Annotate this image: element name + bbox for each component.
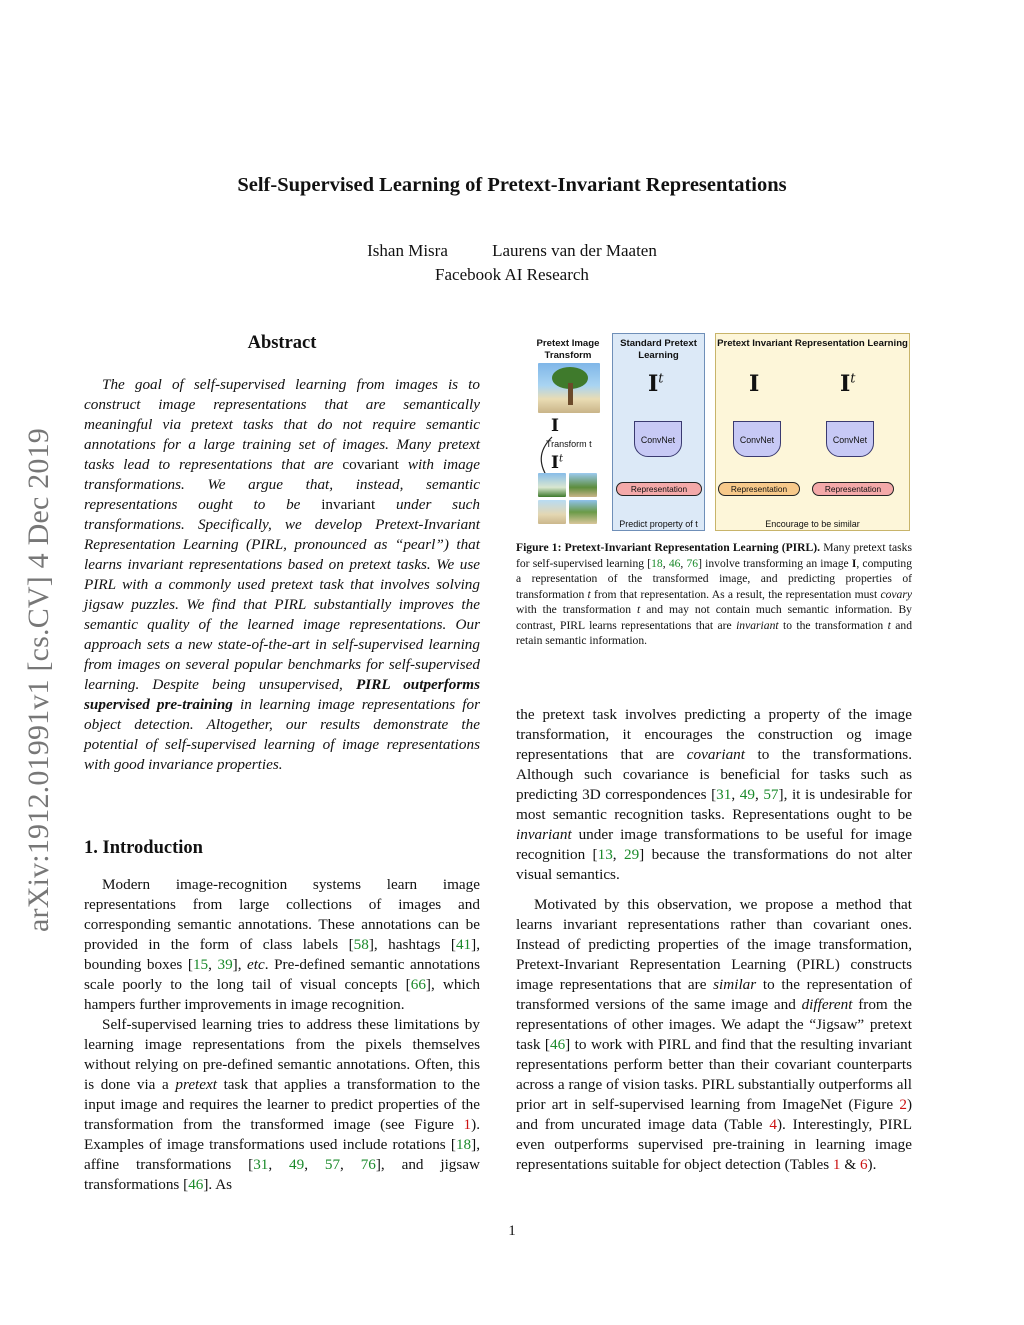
- jigsaw-tile: [569, 473, 597, 497]
- figure-1: [532, 333, 910, 533]
- section-heading-introduction: 1. Introduction: [84, 838, 203, 858]
- right-column: [516, 705, 912, 1175]
- convnet-inv-1: ConvNet: [733, 421, 781, 457]
- figure-ref-link[interactable]: 2: [899, 1096, 907, 1113]
- fig-std-It: $I^t$: [648, 371, 664, 397]
- citation-link[interactable]: 46: [188, 1176, 204, 1193]
- figure-1-caption: Figure 1: Pretext-Invariant Representation Learning (PIRL). Many pretext tasks for self-supervised learning [18, 46, 76] involve transforming an image I, computing a representation of the transformed image, and predicting properties of transformation t from that representation. As a result, the representation must covary with the transformation t and may not contain much semantic information. By contrast, PIRL learns representations that are invariant to the transformation t and retain semantic information.: [516, 541, 913, 647]
- abstract-covariant: covariant: [342, 456, 399, 473]
- author-1: Ishan Misra: [367, 241, 448, 260]
- fig-col2-title: Standard Pretext Learning: [620, 338, 697, 361]
- abstract-bold-claim: PIRL outperforms supervised pre-training: [84, 676, 480, 713]
- fig-col1-title: Pretext Image Transform: [536, 338, 600, 361]
- citation-link[interactable]: 31: [253, 1156, 269, 1173]
- authors: [0, 241, 1024, 261]
- abstract-heading: Abstract: [247, 333, 317, 353]
- right-paragraph-1: the pretext task involves predicting a property of the image transformation, it encourages the construction og image representations that are covariant to the transformations. Although such covariance is beneficial for tasks such as predicting 3D correspondences [31, 49, 57], it is undesirable for most semantic recognition tasks. Representations ought to be invariant under image transformations to be useful for image recognition [13, 29] because the transformations do not alter visual semantics.: [516, 706, 913, 883]
- citation-link[interactable]: 57: [324, 1156, 341, 1173]
- arxiv-identifier: arXiv:1912.01991v1 [cs.CV] 4 Dec 2019: [22, 428, 55, 932]
- author-2: Laurens van der Maaten: [492, 241, 657, 260]
- citation-link[interactable]: 49: [289, 1156, 305, 1173]
- predict-label: Predict property of t: [619, 519, 698, 529]
- transform-label: Transform t: [546, 439, 592, 449]
- citation-link[interactable]: 13: [597, 846, 613, 863]
- citation-link[interactable]: 18: [455, 1136, 472, 1153]
- table-ref-link[interactable]: 1: [832, 1156, 841, 1173]
- jigsaw-tile: [538, 500, 566, 524]
- fig-I-label: I: [551, 416, 559, 436]
- abstract-text: The goal of self-supervised learning from images is to construct image representations that are semantically meaningful via pretext tasks that do not require semantic annotations for a large training set of images. Many pretext tasks lead to representations that are covariant with image transformations. We argue that, instead, semantic representations ought to be invariant under such transformations. Specifically, we develop Pretext-Invariant Representation Learning (PIRL, pronounced as “pearl”) that learns invariant representations based on pretext tasks. We use PIRL with a commonly used pretext task that involves solving jigsaw puzzles. We find that PIRL substantially improves the semantic quality of the learned image representations. Our approach sets a new state-of-the-art in self-supervised learning from images on several popular benchmarks for self-supervised learning. Despite being unsupervised, PIRL outperforms supervised pre-training in learning image representations for object detection. Altogether, our results demonstrate the potential of self-supervised learning of image representations with good invariance properties.: [84, 376, 481, 773]
- table-ref-link[interactable]: 6: [859, 1156, 868, 1173]
- page-number: 1: [508, 1223, 516, 1239]
- citation-link[interactable]: 58: [353, 936, 369, 953]
- citation-link[interactable]: 76: [360, 1156, 376, 1173]
- abstract-invariant: invariant: [321, 496, 376, 513]
- fig-col3-title: Pretext Invariant Representation Learning: [717, 338, 908, 349]
- intro-paragraph-2: Self-supervised learning tries to address these limitations by learning image representations from the pixels themselves without relying on pre-defined semantic annotations. Often, this is done via a pretext task that applies a transformation to the input image and requires the learner to predict properties of the transformation from the transformed image (see Figure 1). Examples of image transformations used include rotations [18], affine transformations [31, 49, 57, 76], and jigsaw transformations [46]. As: [84, 1016, 480, 1193]
- citation-link[interactable]: 57: [763, 786, 779, 803]
- jigsaw-tile: [569, 500, 597, 524]
- intro-column: [84, 875, 480, 1195]
- citation-link[interactable]: 15: [192, 956, 209, 973]
- fig-It-label: $I^t$: [551, 453, 563, 473]
- citation-link[interactable]: 46: [668, 556, 681, 570]
- convnet-inv-2: ConvNet: [826, 421, 874, 457]
- citation-link[interactable]: 46: [549, 1036, 566, 1053]
- intro-paragraph-1: Modern image-recognition systems learn image representations from large collections of images and corresponding semantic annotations. These annotations can be provided in the form of class labels [58], hashtags [41], bounding boxes [15, 39], etc. Pre-defined semantic annotations scale poorly to the long tail of visual concepts [66], which hampers further improvements in image recognition.: [84, 876, 480, 1013]
- citation-link[interactable]: 41: [455, 936, 472, 953]
- fig-inv-I: I: [749, 371, 760, 397]
- citation-link[interactable]: 49: [739, 786, 755, 803]
- citation-link[interactable]: 76: [686, 556, 699, 570]
- paper-title: Self-Supervised Learning of Pretext-Invariant Representations: [237, 174, 787, 196]
- affiliation: Facebook AI Research: [435, 265, 589, 284]
- representation-inv-2: Representation: [812, 482, 894, 496]
- citation-link[interactable]: 29: [623, 846, 640, 863]
- representation-std: Representation: [616, 482, 702, 496]
- table-ref-link[interactable]: 4: [769, 1116, 777, 1133]
- figure-ref-link[interactable]: 1: [463, 1116, 472, 1133]
- right-paragraph-2: Motivated by this observation, we propose a method that learns invariant representations rather than covariant ones. Instead of predicting properties of the image transformation, Pretext-Invariant Representation Learning (PIRL) constructs image representations that are similar to the representation of transformed versions of the same image and different from the representations of other images. We adapt the “Jigsaw” pretext task [46] to work with PIRL and find that the resulting invariant representations perform better than their covariant counterparts across a range of vision tasks. PIRL substantially outperforms all prior art in self-supervised learning from ImageNet (Figure 2) and from uncurated image data (Table 4). Interestingly, PIRL even outperforms supervised pre-training in learning image representations suitable for object detection (Tables 1 & 6).: [516, 896, 913, 1173]
- encourage-label: Encourage to be similar: [765, 519, 860, 529]
- fig-inv-It: $I^t$: [840, 371, 856, 397]
- citation-link[interactable]: 18: [651, 556, 663, 570]
- representation-inv-1: Representation: [718, 482, 800, 496]
- convnet-std: ConvNet: [634, 421, 682, 457]
- citation-link[interactable]: 39: [217, 956, 233, 973]
- citation-link[interactable]: 31: [716, 786, 732, 803]
- jigsaw-tile: [538, 473, 566, 497]
- citation-link[interactable]: 66: [410, 976, 426, 993]
